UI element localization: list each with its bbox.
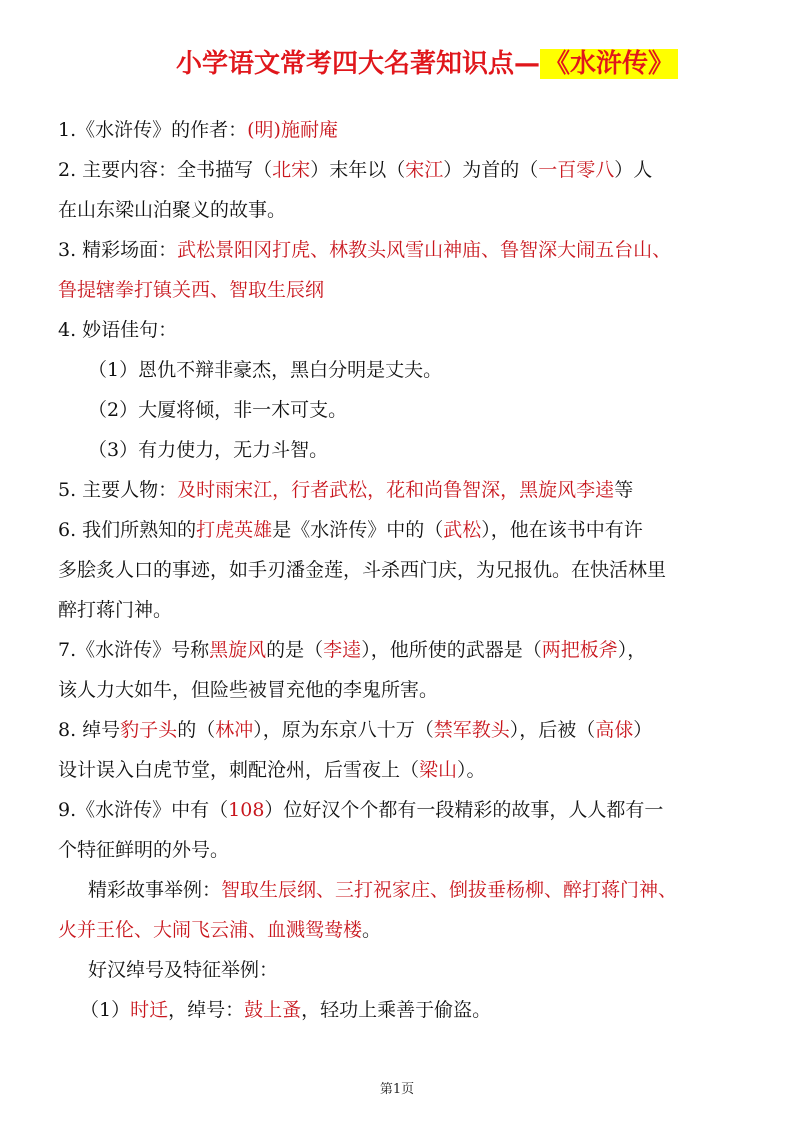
- item-4: 4. 妙语佳句：: [58, 319, 178, 341]
- item-8-cont: 设计误入白虎节堂，刺配沧州，后雪夜上（梁山）。: [58, 759, 486, 781]
- answer: 宋江: [405, 159, 444, 181]
- answer: 及时雨宋江，行者武松，花和尚鲁智深，黑旋风李逵: [177, 479, 615, 501]
- answer: 高俅: [595, 719, 634, 741]
- item-6: 6. 我们所熟知的打虎英雄是《水浒传》中的（武松），他在该书中有许: [58, 519, 643, 541]
- answer: 林冲: [215, 719, 254, 741]
- item-6-cont2: 醉打蒋门神。: [58, 599, 173, 621]
- item-6-cont: 多脍炙人口的事迹，如手刃潘金莲，斗杀西门庆，为兄报仇。在快活林里: [58, 559, 667, 581]
- item-9-cont: 个特征鲜明的外号。: [58, 839, 230, 861]
- stories: 精彩故事举例：智取生辰纲、三打祝家庄、倒拔垂杨柳、醉打蒋门神、: [88, 879, 678, 901]
- item-1: 1.《水浒传》的作者：(明)施耐庵: [58, 119, 338, 141]
- item-7: 7.《水浒传》号称黑旋风的是（李逵），他所使的武器是（两把板斧），: [58, 639, 647, 661]
- answer: 武松: [443, 519, 482, 541]
- item-9: 9.《水浒传》中有（108）位好汉个个都有一段精彩的故事，人人都有一: [58, 799, 664, 821]
- answer: 一百零八: [538, 159, 615, 181]
- item-3: 3. 精彩场面：武松景阳冈打虎、林教头风雪山神庙、鲁智深大闹五台山、: [58, 239, 672, 261]
- page-number: 第1页: [379, 1082, 415, 1097]
- quote-2: （2）大厦将倾，非一木可支。: [88, 399, 348, 421]
- item-7-cont: 该人力大如牛，但险些被冒充他的李鬼所害。: [58, 679, 439, 701]
- answer: 豹子头: [120, 719, 178, 741]
- title-main: 小学语文常考四大名著知识点—: [175, 49, 540, 79]
- answer: 李逵: [323, 639, 362, 661]
- answer: (明)施耐庵: [247, 119, 338, 141]
- answer: 两把板斧: [541, 639, 618, 661]
- answer: 禁军教头: [433, 719, 510, 741]
- item-2: 2. 主要内容：全书描写（北宋）末年以（宋江）为首的（一百零八）人: [58, 159, 653, 181]
- answer: 黑旋风: [209, 639, 267, 661]
- answer: 火并王伦、大闹飞云浦、血溅鸳鸯楼: [58, 919, 363, 941]
- answer: 108: [228, 799, 265, 821]
- answer: 武松景阳冈打虎、林教头风雪山神庙、鲁智深大闹五台山、: [177, 239, 672, 261]
- quote-1: （1）恩仇不辩非豪杰，黑白分明是丈夫。: [88, 359, 443, 381]
- item-2-cont: 在山东梁山泊聚义的故事。: [58, 199, 287, 221]
- answer: 智取生辰纲、三打祝家庄、倒拔垂杨柳、醉打蒋门神、: [221, 879, 678, 901]
- nicknames-heading: 好汉绰号及特征举例：: [88, 959, 279, 981]
- item-8: 8. 绰号豹子头的（林冲），原为东京八十万（禁军教头），后被（高俅）: [58, 719, 653, 741]
- stories-cont: 火并王伦、大闹飞云浦、血溅鸳鸯楼。: [58, 919, 382, 941]
- item-5: 5. 主要人物：及时雨宋江，行者武松，花和尚鲁智深，黑旋风李逵等: [58, 479, 634, 501]
- answer: 打虎英雄: [196, 519, 273, 541]
- quote-3: （3）有力使力，无力斗智。: [88, 439, 329, 461]
- answer: 时迁: [130, 999, 169, 1021]
- document-body: [58, 110, 738, 1030]
- title-highlight: 《水浒传》: [540, 49, 678, 79]
- item-3-cont: 鲁提辖拳打镇关西、智取生辰纲: [58, 279, 325, 301]
- answer: 鼓上蚤: [244, 999, 302, 1021]
- nickname-1: （1）时迁，绰号：鼓上蚤，轻功上乘善于偷盗。: [80, 999, 492, 1021]
- answer: 北宋: [272, 159, 311, 181]
- page-title: [0, 44, 794, 84]
- answer: 梁山: [419, 759, 458, 781]
